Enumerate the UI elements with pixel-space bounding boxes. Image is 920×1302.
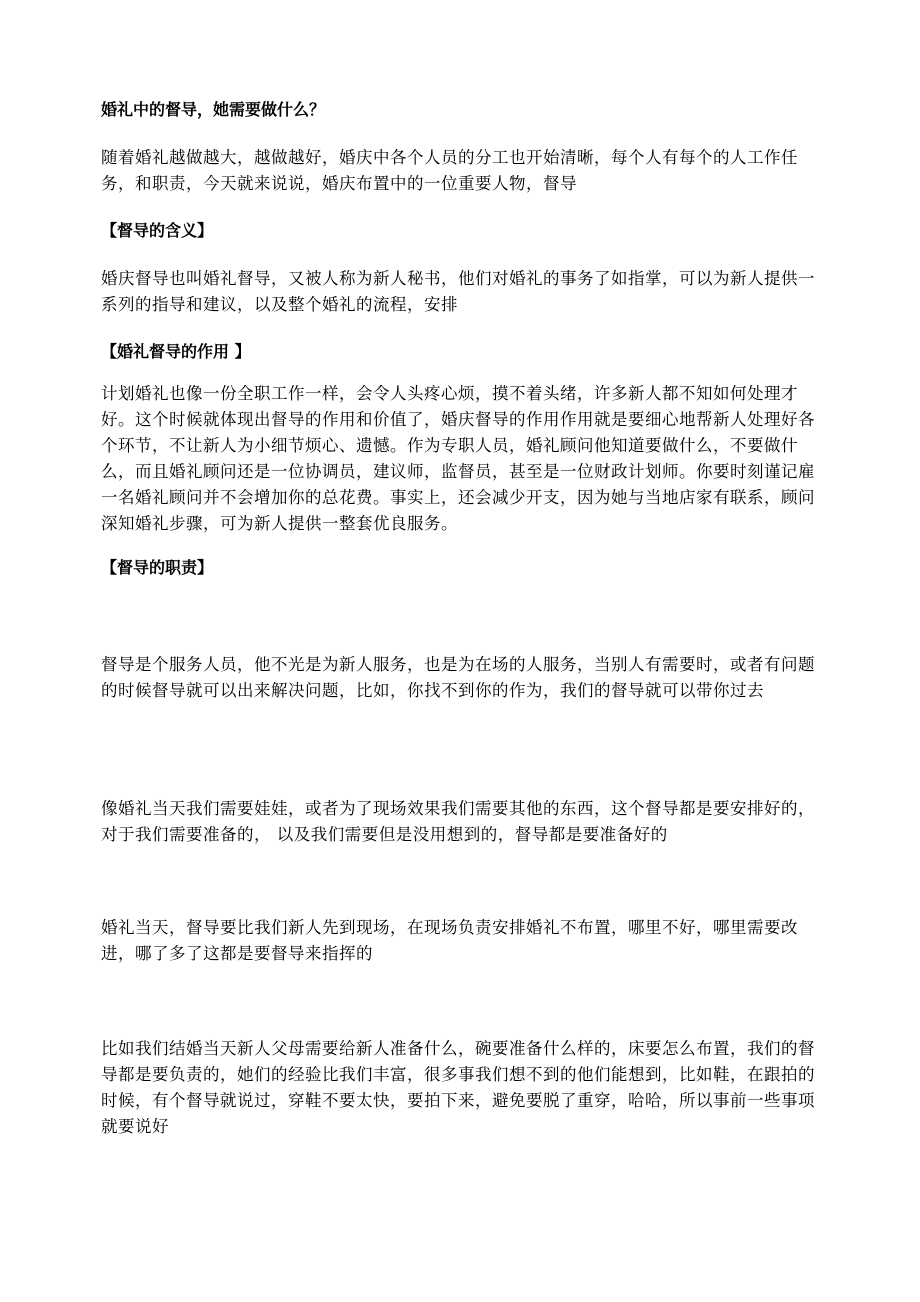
duty-paragraph-parents: 比如我们结婚当天新人父母需要给新人准备什么，碗要准备什么样的，床要怎么布置，我们的督导都是要负责的，她们的经验比我们丰富，很多事我们想不到的他们能想到，比如鞋，在跟拍的时候，有个督导就说过，穿鞋不要太快，要拍下来，避免要脱了重穿，哈哈，所以事前一些事项就要说好 (101, 1039, 815, 1136)
intro-paragraph: 随着婚礼越做越大，越做越好，婚庆中各个人员的分工也开始清晰，每个人有每个的人工作任务，和职责，今天就来说说，婚庆布置中的一位重要人物，督导 (101, 148, 798, 193)
page-title: 婚礼中的督导，她需要做什么？ (101, 100, 326, 119)
duty-paragraph-service: 督导是个服务人员，他不光是为新人服务，也是为在场的人服务，当别人有需要时，或者有问题的时候督导就可以出来解决问题，比如，你找不到你的作为，我们的督导就可以带你过去 (101, 655, 815, 700)
role-paragraph: 计划婚礼也像一份全职工作一样，会令人头疼心烦，摸不着头绪，许多新人都不知如何处理才好。这个时候就体现出督导的作用和价值了，婚庆督导的作用作用就是要细心地帮新人处理好各个环节，不让新人为小细节烦心、遗憾。作为专职人员，婚礼顾问他知道要做什么，不要做什么，而且婚礼顾问还是一位协调员，建议师，监督员，甚至是一位财政计划师。你要时刻谨记雇一名婚礼顾问并不会增加你的总花费。事实上，还会减少开支，因为她与当地店家有联系，顾问深知婚礼步骤，可为新人提供一整套优良服务。 (101, 384, 815, 533)
meaning-paragraph: 婚庆督导也叫婚礼督导，又被人称为新人秘书，他们对婚礼的事务了如指掌，可以为新人提供一系列的指导和建议，以及整个婚礼的流程，安排 (101, 269, 815, 314)
section-heading-meaning: 【督导的含义】 (101, 221, 214, 240)
section-heading-role: 【婚礼督导的作用 】 (101, 342, 251, 361)
section-heading-duties: 【督导的职责】 (101, 558, 214, 577)
duty-paragraph-onsite: 婚礼当天，督导要比我们新人先到现场，在现场负责安排婚礼不布置，哪里不好，哪里需要改进，哪了多了这都是要督导来指挥的 (101, 918, 798, 963)
duty-paragraph-preparation: 像婚礼当天我们需要娃娃，或者为了现场效果我们需要其他的东西，这个督导都是要安排好的，对于我们需要准备的， 以及我们需要但是没用想到的，督导都是要准备好的 (101, 799, 815, 844)
